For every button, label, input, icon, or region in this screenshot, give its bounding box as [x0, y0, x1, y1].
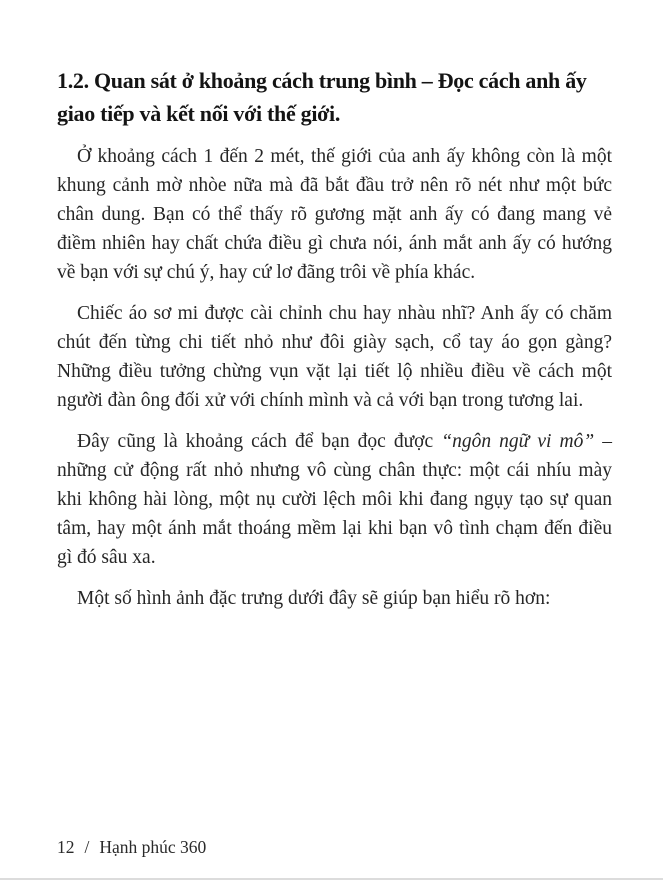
bullet-item — [57, 625, 612, 654]
page-number: 12 — [57, 837, 75, 857]
book-title: Hạnh phúc 360 — [99, 837, 207, 857]
paragraph-micro-language — [57, 427, 612, 572]
paragraph-micro-language-pre: Đây cũng là khoảng cách để bạn đọc được — [77, 431, 442, 452]
section-heading: 1.2. Quan sát ở khoảng cách trung bình – Đọc cách anh ấy giao tiếp và kết nối với thế giới. — [57, 68, 587, 126]
paragraph-micro-language-post: – những cử động rất nhỏ nhưng vô cùng chân thực: một cái nhíu mày khi không hài lòng, một nụ cười lệch môi khi đang ngụy tạo sự quan tâm, hay một ánh mắt thoáng mềm lại khi bạn vô tình chạm đến điều gì đó sâu xa. — [57, 431, 613, 568]
paragraph-intro-images: Một số hình ảnh đặc trưng dưới đây sẽ giúp bạn hiểu rõ hơn: — [77, 588, 551, 609]
micro-language-italic-term: “ngôn ngữ vi mô” — [441, 431, 595, 452]
page-footer — [57, 837, 206, 858]
paragraph-appearance: Chiếc áo sơ mi được cài chỉnh chu hay nhàu nhĩ? Anh ấy có chăm chút đến từng chi tiết nhỏ như đôi giày sạch, cổ tay áo gọn gàng? Những điều tưởng chừng vụn vặt lại tiết lộ nhiều điều về cách một người đàn ông đối xử với chính mình và cả với bạn trong tương lai. — [57, 303, 612, 411]
paragraph-observation: Ở khoảng cách 1 đến 2 mét, thế giới của anh ấy không còn là một khung cảnh mờ nhòe nữa mà đã bắt đầu trở nên rõ nét như một bức chân dung. Bạn có thể thấy rõ gương mặt anh ấy có đang mang vẻ điềm nhiên hay chất chứa điều gì chưa nói, ánh mắt anh ấy có hướng về bạn với sự chú ý, hay cứ lơ đãng trôi về phía khác. — [57, 146, 612, 283]
page-content — [57, 64, 612, 666]
footer-separator: / — [84, 837, 90, 857]
